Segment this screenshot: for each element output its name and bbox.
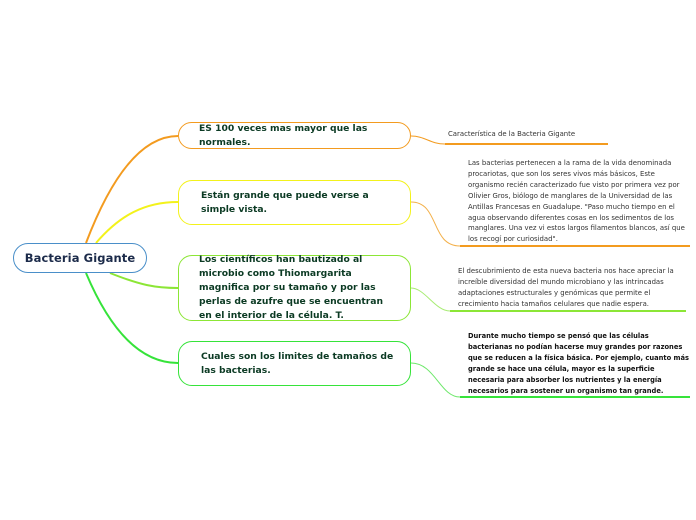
topic-label: ES 100 veces mas mayor que las normales. [199, 122, 368, 148]
topic-node-limits[interactable] [178, 341, 411, 386]
topic-node-size[interactable] [178, 122, 411, 149]
subtopic-discovery[interactable]: El descubrimiento de esta nueva bacteria nos hace apreciar la increíble diversidad del mundo microbiano y las intrincadas adaptaciones estructurales y genómicas que permite el crecimiento hacia tamaños celulares que nadie espera. [458, 267, 674, 308]
topic-label: Cuales son los limites de tamaños de las bacterias. [201, 350, 394, 376]
topic-node-visible[interactable] [178, 180, 411, 225]
root-node[interactable] [13, 243, 147, 273]
topic-node-name[interactable] [178, 255, 411, 321]
subtopic-size-limits[interactable]: Durante mucho tiempo se pensó que las células bacterianas no podían hacerse muy grandes por razones que se reducen a la física básica. Por ejemplo, cuanto más grande se hace una célula, mayor es la superficie necesaria para absorber los nutrientes y la energía necesarios para sostener un organismo tan grande. [468, 332, 689, 395]
root-label: Bacteria Gigante [24, 251, 136, 265]
subtopic-procariotas[interactable]: Las bacterias pertenecen a la rama de la vida denominada procariotas, que son los seres vivos más básicos, Este organismo recién caracterizado fue visto por primera vez por Olivier Gros, biólogo de manglares de la Universidad de las Antillas Francesas en Guadalupe. "Paso mucho tiempo en el agua observando diferentes cosas en los sedimentos de los manglares. Una vez vi estos largos filamentos blancos, así que los recogí por curiosidad". [468, 159, 685, 244]
subtopic-characteristic[interactable]: Característica de la Bacteria Gigante [448, 130, 576, 138]
topic-label: Están grande que puede verse a simple vista. [201, 189, 369, 215]
topic-label: Los científicos han bautizado al microbio como Thiomargarita magnifica por su tamaño y por las perlas de azufre que se encuentran en el interior de la célula. T. [199, 254, 384, 321]
